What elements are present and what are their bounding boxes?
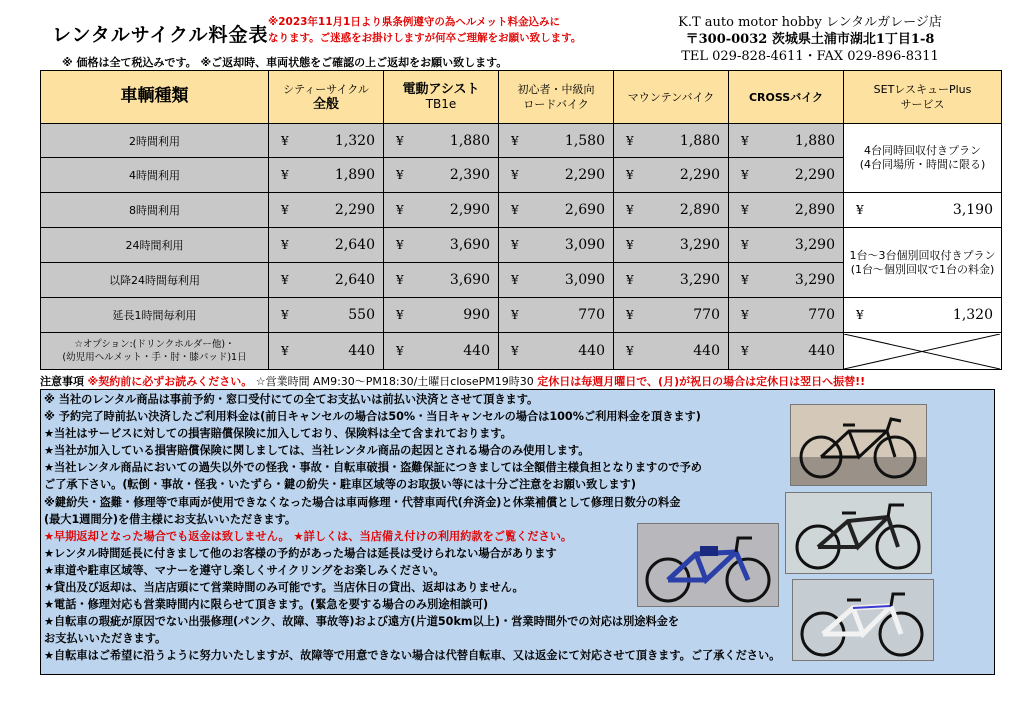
caution-label: 注意事項 [40,375,84,388]
yen-mark: ¥ [511,273,519,287]
yen-mark: ¥ [856,308,864,322]
price-cell-content [614,133,728,149]
price-value: 1,890 [334,167,375,183]
row-label [41,333,269,370]
rescue-price-cell [844,298,1002,333]
row-label [41,158,269,193]
price-cell-content [499,133,613,149]
page-title: レンタルサイクル料金表 [52,24,269,46]
price-value: 3,690 [449,272,490,288]
col-road-bike [499,71,614,124]
col-cross-bike-l1: CROSSバイク [748,90,824,104]
price-cell [614,158,729,193]
price-cell [729,333,844,370]
yen-mark: ¥ [511,168,519,182]
yen-mark: ¥ [396,273,404,287]
rescue-plan-line1: 1台～3台個別回収付きプラン [849,248,996,262]
rescue-plan-individual [844,228,1002,298]
rescue-price-content [844,307,1001,323]
price-cell [269,158,384,193]
price-value: 440 [808,343,835,359]
yen-mark: ¥ [741,133,749,148]
note-line: ★当社が加入している損害賠償保険に関しましては、当社レンタル商品の起因とされる場合のみ使用します。 [44,444,590,458]
price-cell-content [384,307,498,323]
tax-note: ※ 価格は全て税込みです。 ※ご返却時、車両状態をご確認の上ご返却をお願い致します。 [62,56,508,69]
price-cell [499,298,614,333]
vehicle-type-header [41,71,269,124]
price-cell [614,124,729,158]
price-cell-content [614,202,728,218]
price-cell [614,193,729,228]
price-cell [729,193,844,228]
yen-mark: ¥ [626,203,634,217]
price-value: 770 [578,307,605,323]
price-cell-content [614,343,728,359]
col-e-assist-l1: 電動アシスト [402,82,480,97]
yen-mark: ¥ [741,168,749,182]
price-cell [614,333,729,370]
price-value: 2,290 [794,167,835,183]
col-e-assist-l2: TB1e [425,97,457,111]
price-cell-content [614,167,728,183]
col-rescue [844,71,1002,124]
yen-mark: ¥ [396,238,404,252]
row-label [41,263,269,298]
helmet-notice-line2: なります。ご迷惑をお掛けしますが何卒ご理解をお願い致します。 [268,32,582,44]
price-cell-content [729,272,843,288]
cross-mark [844,334,1000,369]
price-value: 3,090 [564,237,605,253]
yen-mark: ¥ [626,308,634,322]
price-value: 2,390 [449,167,490,183]
note-line: ★自転車はご希望に沿うように努力いたしますが、故障等で用意できない場合は代替自転車、又は返金にて対応させて頂きます。ご了承ください。 [44,649,781,663]
note-line: ※ 当社のレンタル商品は事前予約・窓口受付にての全てお支払いは前払い決済とさせて頂きます。 [44,393,539,406]
price-cell-content [269,167,383,183]
table-row [41,333,1002,370]
price-cell [269,333,384,370]
yen-mark: ¥ [281,168,289,182]
price-cell-content [269,237,383,253]
yen-mark: ¥ [396,344,404,358]
price-value: 2,640 [334,237,375,253]
price-cell-content [269,343,383,359]
table-row [41,298,1002,333]
price-cell-content [729,202,843,218]
note-line: ★自転車の瑕疵が原因でない出張修理(パンク、故障、事故等)および遠方(片道50km以上)・営業時間外での対応は別途料金を [44,615,680,629]
note-line: ★貸出及び返却は、当店店頭にて営業時間のみ可能です。当店休日の貸出、返却はありません。 [44,581,524,595]
row-label [41,124,269,158]
price-value: 3,290 [679,237,720,253]
price-value: 1,320 [334,132,375,149]
yen-mark: ¥ [626,238,634,252]
yen-mark: ¥ [281,308,289,322]
cross-bike-white-photo [792,579,934,661]
note-line: (最大1週間分)を借主様にお支払いいただきます。 [44,512,297,526]
price-cell [729,124,844,158]
holiday-note: 定休日は毎週月曜日で、(月)が祝日の場合は定休日は翌日へ振替!! [537,375,866,388]
price-cell [269,193,384,228]
price-cell [729,228,844,263]
yen-mark: ¥ [396,168,404,182]
price-cell [729,158,844,193]
price-cell-content [269,307,383,323]
price-value: 440 [463,343,490,359]
price-value: 1,880 [794,132,835,149]
col-cross-bike [729,71,844,124]
col-rescue-l1: SETレスキューPlus [873,83,972,96]
price-cell [499,124,614,158]
yen-mark: ¥ [626,133,634,148]
col-road-bike-l2: ロードバイク [523,98,589,111]
rescue-price-content [844,202,1001,218]
price-cell-content [269,272,383,288]
price-value: 770 [693,307,720,323]
rescue-plan-line1: 4台同時回収付きプラン [864,144,981,157]
price-value: 1,880 [449,132,490,149]
table-row [41,228,1002,263]
note-line: ★車道や駐車区域等、マナーを遵守し楽しくサイクリングをお楽しみください。 [44,563,445,577]
row-label [41,228,269,263]
col-city-cycle [269,71,384,124]
yen-mark: ¥ [626,344,634,358]
row-label-line2: (幼児用ヘルメット・手・肘・膝パッド)1日 [62,352,247,363]
note-line: お支払いいただきます。 [44,632,167,646]
price-cell [384,263,499,298]
price-value: 3,290 [794,237,835,253]
price-cell [499,228,614,263]
price-cell-content [614,237,728,253]
yen-mark: ¥ [741,308,749,322]
yen-mark: ¥ [396,133,404,148]
price-cell-content [729,167,843,183]
table-row [41,193,1002,228]
rescue-price-cell [844,193,1002,228]
price-value: 2,890 [679,202,720,218]
price-cell [499,333,614,370]
price-cell-content [269,202,383,218]
price-cell [499,193,614,228]
price-cell-content [614,307,728,323]
note-line: ★当社レンタル商品においての過失以外での怪我・事故・自転車破損・盗難保証につきましては全額借主様負担となりますので予め [44,461,702,475]
price-value: 3,090 [564,272,605,288]
shop-tel: TEL 029-828-4611・FAX 029-896-8311 [681,49,939,64]
price-value: 2,990 [449,202,490,218]
row-label-text: 4時間利用 [129,169,180,182]
price-cell-content [499,202,613,218]
yen-mark: ¥ [281,203,289,217]
price-value: 3,290 [679,272,720,288]
table-row [41,124,1002,158]
price-cell [384,124,499,158]
col-city-cycle-l2: 全般 [312,97,339,112]
row-label-text: 延長1時間毎利用 [112,309,197,322]
price-cell [614,263,729,298]
price-value: 2,290 [679,167,720,183]
price-cell [269,263,384,298]
col-e-assist [384,71,499,124]
price-cell-content [499,237,613,253]
yen-mark: ¥ [511,203,519,217]
cross-bike-black-photo [785,492,932,574]
price-value: 3,690 [449,237,490,253]
price-value: 440 [693,343,720,359]
yen-mark: ¥ [741,238,749,252]
rescue-plan-4bikes [844,124,1002,193]
shop-info [650,14,970,65]
col-road-bike-l1: 初心者・中級向 [517,83,595,96]
shop-address: 〒300-0032 茨城県土浦市湖北1丁目1-8 [685,32,935,47]
price-value: 990 [463,307,490,323]
price-cell-content [384,237,498,253]
yen-mark: ¥ [511,344,519,358]
price-cell [384,193,499,228]
price-cell-content [499,343,613,359]
row-label [41,298,269,333]
col-city-cycle-l1: シティーサイクル [283,83,369,96]
yen-mark: ¥ [281,273,289,287]
price-value: 2,290 [564,167,605,183]
helmet-notice-line1: ※2023年11月1日より県条例遵守の為ヘルメット料金込みに [268,16,561,28]
row-label-text: 2時間利用 [129,134,180,148]
road-bike-black-photo [790,404,927,486]
price-cell [384,298,499,333]
yen-mark: ¥ [396,203,404,217]
price-value: 1,580 [564,132,605,149]
note-line: ★レンタル時間延長に付きまして他のお客様の予約があった場合は延長は受けられない場合があります [44,546,557,560]
note-line: ★早期返却となった場合でも返金は致しません。 ★詳しくは、当店備え付けの利用約款をご覧ください。 [44,529,573,543]
price-cell-content [729,343,843,359]
price-cell-content [614,272,728,288]
rescue-plan-line2: (4台同場所・時間に限る) [859,158,986,171]
business-hours: ☆営業時間 AM9:30～PM18:30/土曜日closePM19時30 [255,375,534,388]
note-line: ※鍵紛失・盗難・修理等で車両が使用できなくなった場合は車両修理・代替車両代(弁済金)と休業補償として修理日数分の料金 [44,495,681,509]
yen-mark: ¥ [511,308,519,322]
rescue-plan-line2: (1台～個別回収で1台の料金) [850,262,995,276]
price-cell-content [269,133,383,149]
price-cell-content [384,133,498,149]
note-line: ご了承下さい。(転倒・事故・怪我・いたずら・鍵の紛失・駐車区域等のお取扱い等には十分ご注意をお願い致します) [44,478,636,492]
col-mountain-bike [614,71,729,124]
price-cell-content [384,272,498,288]
price-cell [729,263,844,298]
yen-mark: ¥ [741,344,749,358]
yen-mark: ¥ [396,308,404,322]
price-cell-content [384,343,498,359]
price-value: 2,690 [564,202,605,218]
yen-mark: ¥ [511,133,519,148]
price-cell [499,158,614,193]
price-cell [269,298,384,333]
empty-crossed-cell [844,333,1002,370]
row-label-text: 24時間利用 [125,239,184,252]
row-label-line1: ☆オプション:(ドリンクホルダー他)・ [74,339,235,350]
col-mountain-bike-l1: マウンテンバイク [627,90,715,104]
price-cell [269,124,384,158]
price-cell-content [499,272,613,288]
price-value: 2,640 [334,272,375,288]
price-cell [499,263,614,298]
price-value: 3,290 [794,272,835,288]
rescue-price-value: 1,320 [952,307,993,323]
yen-mark: ¥ [281,133,289,148]
yen-mark: ¥ [856,203,864,217]
rescue-price-value: 3,190 [952,202,993,218]
price-cell-content [729,237,843,253]
note-line: ★電話・修理対応も営業時間内に限らせて頂きます。(緊急を要する場合のみ別途相談可) [44,598,489,612]
col-rescue-l2: サービス [900,98,945,111]
yen-mark: ¥ [281,344,289,358]
row-label-text: 以降24時間毎利用 [109,274,200,287]
price-cell [614,298,729,333]
price-cell [384,228,499,263]
price-table [40,70,1002,370]
yen-mark: ¥ [626,273,634,287]
price-cell-content [384,202,498,218]
row-label-text: 8時間利用 [129,204,180,217]
note-line: ※ 予約完了時前払い決済したご利用料金は(前日キャンセルの場合は50%・当日キャンセルの場合は100%ご利用料金を頂きます) [44,410,701,424]
price-value: 440 [578,343,605,359]
yen-mark: ¥ [281,238,289,252]
vehicle-type-label: 車輌種類 [120,86,189,106]
price-cell-content [384,167,498,183]
price-cell [614,228,729,263]
price-value: 440 [348,343,375,359]
yen-mark: ¥ [511,238,519,252]
caution-line [40,373,1020,389]
table-header-row [41,71,1002,124]
note-line: ★当社はサービスに対しての損害賠償保険に加入しており、保険料は全て含まれております。 [44,427,512,441]
price-value: 770 [808,307,835,323]
e-assist-bike-photo [637,523,779,607]
price-cell-content [729,133,843,149]
price-cell [729,298,844,333]
price-cell [384,333,499,370]
yen-mark: ¥ [626,168,634,182]
price-value: 2,890 [794,202,835,218]
price-cell-content [729,307,843,323]
price-cell-content [499,167,613,183]
yen-mark: ¥ [741,203,749,217]
caution-must-read: ※契約前に必ずお読みください。 [87,375,253,388]
yen-mark: ¥ [741,273,749,287]
price-value: 2,290 [334,202,375,218]
price-value: 1,880 [679,132,720,149]
price-cell [384,158,499,193]
shop-name: K.T auto motor hobby レンタルガレージ店 [678,15,942,30]
price-value: 550 [348,307,375,323]
helmet-notice [268,14,608,46]
row-label [41,193,269,228]
price-cell [269,228,384,263]
price-cell-content [499,307,613,323]
